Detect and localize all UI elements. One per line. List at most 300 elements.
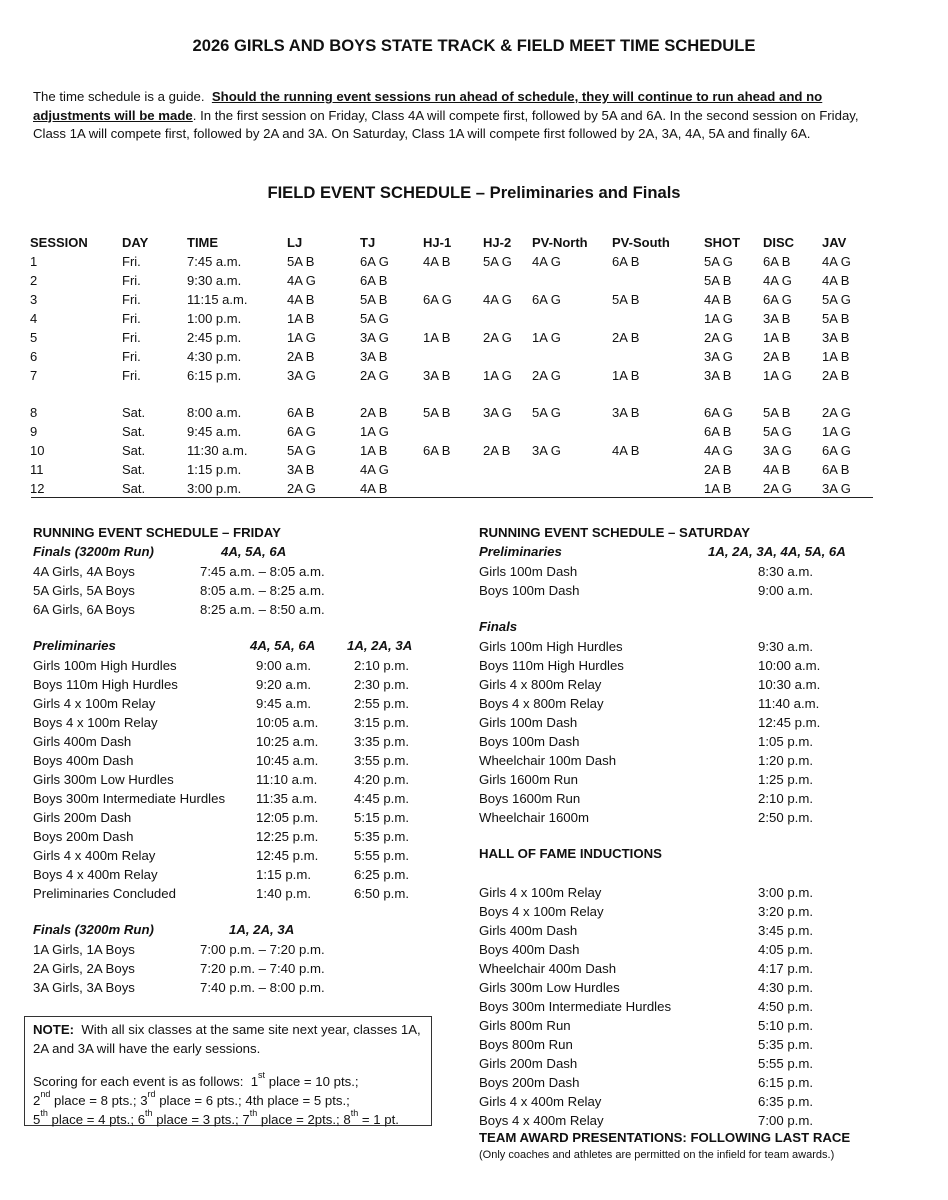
table-row bbox=[479, 1035, 858, 1054]
scoring-line-2 bbox=[33, 1091, 431, 1110]
table-cell: Girls 100m Dash bbox=[479, 715, 578, 730]
table-cell: Boys 4 x 400m Relay bbox=[479, 1113, 604, 1128]
ord-1: 1 bbox=[250, 1074, 259, 1089]
scoring-line-3 bbox=[33, 1110, 431, 1129]
table-row bbox=[30, 403, 867, 422]
ord-6: 6 bbox=[137, 1112, 146, 1127]
table-cell: 1:15 p.m. bbox=[187, 462, 242, 477]
spacer-cell bbox=[30, 385, 867, 403]
table-cell: 8 bbox=[30, 405, 38, 420]
table-cell bbox=[423, 479, 483, 498]
table-cell: 5:55 p.m. bbox=[758, 1056, 813, 1071]
table-cell bbox=[483, 309, 532, 328]
table-cell: 2A B bbox=[287, 349, 315, 364]
table-cell: 3:00 p.m. bbox=[187, 481, 242, 496]
table-cell: 8:25 a.m. – 8:50 a.m. bbox=[200, 602, 325, 617]
table-row bbox=[30, 328, 867, 347]
table-cell: Wheelchair 400m Dash bbox=[479, 961, 617, 976]
table-cell: Boys 110m High Hurdles bbox=[479, 658, 624, 673]
table-cell: 1 bbox=[30, 254, 38, 269]
table-row bbox=[479, 770, 858, 789]
table-cell: 1:20 p.m. bbox=[758, 753, 813, 768]
scoring-intro: Scoring for each event is as follows: bbox=[33, 1074, 244, 1089]
table-cell: TJ bbox=[360, 235, 376, 250]
table-cell bbox=[612, 347, 704, 366]
table-cell bbox=[532, 422, 612, 441]
field-table-rule bbox=[31, 497, 873, 498]
table-cell: 4A G bbox=[287, 273, 316, 288]
table-cell: Fri. bbox=[122, 311, 141, 326]
table-cell: HJ-2 bbox=[483, 235, 512, 250]
table-row bbox=[479, 1016, 858, 1035]
table-cell: 3 bbox=[30, 292, 38, 307]
table-row bbox=[30, 479, 867, 498]
table-cell: 4A B bbox=[612, 443, 640, 458]
table-cell: 6:50 p.m. bbox=[354, 886, 409, 901]
table-row bbox=[33, 600, 380, 619]
friday-heading: RUNNING EVENT SCHEDULE – FRIDAY bbox=[33, 525, 281, 540]
table-cell: Girls 100m High Hurdles bbox=[479, 639, 623, 654]
scoring-2nd: place = 8 pts.; bbox=[54, 1093, 137, 1108]
table-row bbox=[479, 959, 858, 978]
table-cell: 7:40 p.m. – 8:00 p.m. bbox=[200, 980, 325, 995]
saturday-prelims-table bbox=[479, 562, 858, 600]
table-cell: 6:15 p.m. bbox=[758, 1075, 813, 1090]
table-cell: 11:30 a.m. bbox=[187, 443, 248, 458]
table-cell: 4:30 p.m. bbox=[758, 980, 813, 995]
table-cell: 5A G bbox=[483, 254, 512, 269]
table-cell: 6A B bbox=[287, 405, 315, 420]
scoring-3rd-4th: place = 6 pts.; 4th place = 5 pts.; bbox=[159, 1093, 350, 1108]
table-cell: 4:17 p.m. bbox=[758, 961, 813, 976]
table-cell: 2:45 p.m. bbox=[187, 330, 242, 345]
table-row bbox=[479, 675, 858, 694]
table-row bbox=[33, 732, 434, 751]
table-cell: 1A Girls, 1A Boys bbox=[33, 942, 135, 957]
table-cell bbox=[483, 347, 532, 366]
table-cell: DISC bbox=[763, 235, 795, 250]
table-cell: 3:35 p.m. bbox=[354, 734, 409, 749]
table-cell: Boys 100m Dash bbox=[479, 583, 580, 598]
table-cell: 3A B bbox=[360, 349, 388, 364]
table-row bbox=[33, 581, 380, 600]
table-cell: 4A Girls, 4A Boys bbox=[33, 564, 135, 579]
table-cell: 3:20 p.m. bbox=[758, 904, 813, 919]
table-cell: SESSION bbox=[30, 235, 88, 250]
table-cell bbox=[612, 271, 704, 290]
table-cell: Fri. bbox=[122, 254, 141, 269]
table-cell: 4A G bbox=[360, 462, 389, 477]
table-cell bbox=[483, 422, 532, 441]
table-cell: 2A B bbox=[612, 330, 640, 345]
table-row bbox=[479, 1054, 858, 1073]
table-cell: 5A G bbox=[704, 254, 733, 269]
table-cell: Fri. bbox=[122, 273, 141, 288]
table-cell: 5A G bbox=[763, 424, 792, 439]
scoring-5th: place = 4 pts.; bbox=[51, 1112, 135, 1127]
table-cell: Boys 300m Intermediate Hurdles bbox=[479, 999, 672, 1014]
intro-paragraph bbox=[33, 88, 863, 144]
table-row bbox=[479, 562, 858, 581]
table-cell: 1:25 p.m. bbox=[758, 772, 813, 787]
table-cell: Girls 400m Dash bbox=[479, 923, 578, 938]
table-cell: Girls 1600m Run bbox=[479, 772, 578, 787]
table-cell: 6A B bbox=[704, 424, 732, 439]
table-cell: 4A B bbox=[822, 273, 850, 288]
table-cell: Boys 1600m Run bbox=[479, 791, 581, 806]
table-cell: 5:35 p.m. bbox=[758, 1037, 813, 1052]
ord-1-sup: st bbox=[258, 1070, 266, 1080]
ord-8-sup: th bbox=[350, 1108, 359, 1118]
table-cell: 1A G bbox=[360, 424, 389, 439]
table-cell: PV-North bbox=[532, 235, 588, 250]
table-cell: 10:25 a.m. bbox=[256, 734, 319, 749]
friday-finals1-classes: 4A, 5A, 6A bbox=[221, 544, 287, 559]
table-cell: PV-South bbox=[612, 235, 670, 250]
table-row bbox=[479, 997, 858, 1016]
table-cell: JAV bbox=[822, 235, 847, 250]
intro-text: The time schedule is a guide. bbox=[33, 89, 205, 104]
table-row bbox=[33, 656, 434, 675]
table-cell: 10:30 a.m. bbox=[758, 677, 821, 692]
table-row bbox=[479, 713, 858, 732]
table-cell bbox=[532, 271, 612, 290]
table-row bbox=[30, 290, 867, 309]
table-cell bbox=[423, 309, 483, 328]
table-cell: 2:50 p.m. bbox=[758, 810, 813, 825]
scoring-line-1 bbox=[33, 1072, 431, 1091]
table-row bbox=[33, 789, 434, 808]
table-cell: 5A B bbox=[704, 273, 732, 288]
friday-finals1-table bbox=[33, 562, 380, 619]
table-cell: 5:15 p.m. bbox=[354, 810, 409, 825]
table-row bbox=[479, 751, 858, 770]
table-cell: 1A B bbox=[763, 330, 791, 345]
friday-prelims-col2: 1A, 2A, 3A bbox=[347, 638, 413, 653]
table-cell: Girls 200m Dash bbox=[33, 810, 132, 825]
field-event-table bbox=[30, 233, 867, 498]
table-row bbox=[33, 808, 434, 827]
table-cell: 3:15 p.m. bbox=[354, 715, 409, 730]
table-row bbox=[30, 252, 867, 271]
table-cell: 6A B bbox=[763, 254, 791, 269]
table-cell: 4A G bbox=[763, 273, 792, 288]
table-cell: 1A B bbox=[423, 330, 451, 345]
table-cell: 7:00 p.m. – 7:20 p.m. bbox=[200, 942, 325, 957]
table-cell: Boys 200m Dash bbox=[479, 1075, 580, 1090]
table-header-row bbox=[30, 233, 867, 252]
saturday-prelims-classes: 1A, 2A, 3A, 4A, 5A, 6A bbox=[708, 544, 846, 559]
table-row bbox=[30, 366, 867, 385]
table-cell bbox=[532, 460, 612, 479]
table-cell bbox=[483, 479, 532, 498]
table-row bbox=[479, 581, 858, 600]
table-row bbox=[479, 656, 858, 675]
table-cell: 8:00 a.m. bbox=[187, 405, 242, 420]
table-cell: 6:25 p.m. bbox=[354, 867, 409, 882]
table-cell: 6A G bbox=[763, 292, 792, 307]
table-cell bbox=[612, 460, 704, 479]
table-cell: 2A G bbox=[704, 330, 733, 345]
table-cell: 12:45 p.m. bbox=[758, 715, 821, 730]
table-cell: 9:00 a.m. bbox=[256, 658, 311, 673]
table-cell: Girls 4 x 100m Relay bbox=[479, 885, 602, 900]
table-cell: 3A B bbox=[612, 405, 640, 420]
table-cell: 1:05 p.m. bbox=[758, 734, 813, 749]
table-cell: 3A B bbox=[822, 330, 850, 345]
table-cell bbox=[483, 460, 532, 479]
table-cell: 1A G bbox=[704, 311, 733, 326]
table-cell: 4:05 p.m. bbox=[758, 942, 813, 957]
table-cell: 4A G bbox=[822, 254, 851, 269]
table-cell bbox=[612, 479, 704, 498]
table-row bbox=[30, 460, 867, 479]
page-title: 2026 GIRLS AND BOYS STATE TRACK & FIELD MEET TIME SCHEDULE bbox=[192, 36, 756, 55]
table-cell: 10:05 a.m. bbox=[256, 715, 319, 730]
table-cell: 11:15 a.m. bbox=[187, 292, 248, 307]
note-label: NOTE: bbox=[33, 1022, 75, 1037]
table-row bbox=[33, 675, 434, 694]
table-cell: 8:30 a.m. bbox=[758, 564, 813, 579]
table-cell: 6:15 p.m. bbox=[187, 368, 242, 383]
ord-5: 5 bbox=[33, 1112, 41, 1127]
ord-5-sup: th bbox=[40, 1108, 48, 1118]
table-cell: Girls 4 x 100m Relay bbox=[33, 696, 156, 711]
table-cell: Boys 4 x 100m Relay bbox=[479, 904, 604, 919]
table-cell: Girls 200m Dash bbox=[479, 1056, 578, 1071]
table-cell: 6A G bbox=[822, 443, 851, 458]
table-cell: 5 bbox=[30, 330, 38, 345]
table-cell: Boys 400m Dash bbox=[33, 753, 134, 768]
saturday-finals-label: Finals bbox=[479, 619, 518, 634]
table-cell: 5A G bbox=[360, 311, 389, 326]
table-cell: Girls 300m Low Hurdles bbox=[479, 980, 620, 995]
table-cell: 2A B bbox=[483, 443, 511, 458]
table-cell: 5A G bbox=[532, 405, 561, 420]
table-cell: 4A B bbox=[763, 462, 791, 477]
table-cell: Wheelchair 1600m bbox=[479, 810, 589, 825]
table-cell: 2A B bbox=[704, 462, 732, 477]
table-cell: 3A B bbox=[704, 368, 732, 383]
table-cell: Girls 4 x 800m Relay bbox=[479, 677, 602, 692]
table-cell: 10:45 a.m. bbox=[256, 753, 319, 768]
table-cell: 5A G bbox=[822, 292, 851, 307]
ord-3-sup: rd bbox=[147, 1089, 156, 1099]
table-cell: Sat. bbox=[122, 405, 146, 420]
table-cell: 2:55 p.m. bbox=[354, 696, 409, 711]
table-cell: 11:40 a.m. bbox=[758, 696, 820, 711]
table-cell: 11:10 a.m. bbox=[256, 772, 318, 787]
table-row bbox=[30, 441, 867, 460]
table-cell: 6A G bbox=[423, 292, 452, 307]
table-cell: Girls 400m Dash bbox=[33, 734, 132, 749]
table-cell: Fri. bbox=[122, 292, 141, 307]
table-cell: 5:55 p.m. bbox=[354, 848, 409, 863]
table-cell: Boys 800m Run bbox=[479, 1037, 573, 1052]
table-row bbox=[33, 846, 434, 865]
table-cell: 6A G bbox=[360, 254, 389, 269]
table-cell: 3A G bbox=[483, 405, 512, 420]
table-row bbox=[479, 694, 858, 713]
table-cell: 6 bbox=[30, 349, 38, 364]
table-cell: 2 bbox=[30, 273, 38, 288]
table-cell: Girls 4 x 400m Relay bbox=[479, 1094, 602, 1109]
table-cell: 6A G bbox=[287, 424, 316, 439]
scoring-7th: place = 2pts.; bbox=[260, 1112, 340, 1127]
ord-3: 3 bbox=[140, 1093, 148, 1108]
table-cell bbox=[423, 347, 483, 366]
table-cell: Fri. bbox=[122, 368, 141, 383]
table-cell bbox=[423, 422, 483, 441]
table-cell: 2:30 p.m. bbox=[354, 677, 409, 692]
table-cell: 2A G bbox=[287, 481, 316, 496]
table-cell: 9 bbox=[30, 424, 38, 439]
table-cell: 5A B bbox=[423, 405, 451, 420]
table-row bbox=[479, 732, 858, 751]
table-row bbox=[33, 713, 434, 732]
table-cell: 4:20 p.m. bbox=[354, 772, 409, 787]
table-cell: SHOT bbox=[704, 235, 741, 250]
table-cell: 10 bbox=[30, 443, 45, 458]
table-row bbox=[479, 940, 858, 959]
table-cell: 6A B bbox=[360, 273, 388, 288]
table-cell: 3:00 p.m. bbox=[758, 885, 813, 900]
table-row bbox=[479, 902, 858, 921]
ord-7: 7 bbox=[242, 1112, 250, 1127]
table-cell: 2A B bbox=[763, 349, 791, 364]
saturday-prelims-label: Preliminaries bbox=[479, 544, 562, 559]
table-cell: Boys 100m Dash bbox=[479, 734, 580, 749]
team-awards-note: (Only coaches and athletes are permitted on the infield for team awards.) bbox=[479, 1149, 835, 1161]
table-cell: Boys 110m High Hurdles bbox=[33, 677, 178, 692]
table-cell: Fri. bbox=[122, 349, 141, 364]
table-cell: 5A G bbox=[287, 443, 316, 458]
table-cell: 2:10 p.m. bbox=[758, 791, 813, 806]
scoring-6th: place = 3 pts.; bbox=[156, 1112, 239, 1127]
table-cell bbox=[532, 309, 612, 328]
ord-7-sup: th bbox=[249, 1108, 258, 1118]
friday-prelims-label: Preliminaries bbox=[33, 638, 116, 653]
table-cell: 2A G bbox=[360, 368, 389, 383]
saturday-heading: RUNNING EVENT SCHEDULE – SATURDAY bbox=[479, 525, 751, 540]
table-cell: 5:10 p.m. bbox=[758, 1018, 813, 1033]
table-cell: 1:15 p.m. bbox=[256, 867, 311, 882]
table-cell: 11 bbox=[30, 462, 44, 477]
table-cell: 9:45 a.m. bbox=[187, 424, 242, 439]
table-cell: Boys 300m Intermediate Hurdles bbox=[33, 791, 226, 806]
table-cell: 5A B bbox=[822, 311, 850, 326]
ord-6-sup: th bbox=[145, 1108, 153, 1118]
table-cell: 1A B bbox=[822, 349, 850, 364]
ord-2: 2 bbox=[33, 1093, 41, 1108]
table-cell: 4A G bbox=[483, 292, 512, 307]
table-row bbox=[30, 271, 867, 290]
ord-8: 8 bbox=[343, 1112, 351, 1127]
table-cell: 4A G bbox=[532, 254, 561, 269]
table-cell: 3A G bbox=[763, 443, 792, 458]
table-cell: 8:05 a.m. – 8:25 a.m. bbox=[200, 583, 325, 598]
table-cell: 3A B bbox=[287, 462, 315, 477]
table-cell bbox=[612, 309, 704, 328]
table-cell: 2A G bbox=[532, 368, 561, 383]
table-cell: Sat. bbox=[122, 424, 146, 439]
table-cell: 9:00 a.m. bbox=[758, 583, 813, 598]
table-cell bbox=[532, 347, 612, 366]
table-row bbox=[479, 921, 858, 940]
table-cell: 4:50 p.m. bbox=[758, 999, 813, 1014]
table-cell: HJ-1 bbox=[423, 235, 452, 250]
table-cell: 1:40 p.m. bbox=[256, 886, 311, 901]
table-cell: 12:45 p.m. bbox=[256, 848, 319, 863]
table-cell: 6A B bbox=[612, 254, 640, 269]
table-cell: 3A G bbox=[287, 368, 316, 383]
table-cell: 9:30 a.m. bbox=[187, 273, 242, 288]
table-cell bbox=[612, 422, 704, 441]
table-cell: 3A G bbox=[822, 481, 851, 496]
table-row bbox=[33, 865, 434, 884]
table-cell: 7:45 a.m. bbox=[187, 254, 242, 269]
table-row bbox=[33, 940, 380, 959]
friday-finals1-label: Finals (3200m Run) bbox=[33, 544, 154, 559]
table-cell: Boys 4 x 100m Relay bbox=[33, 715, 158, 730]
table-cell: 3A B bbox=[423, 368, 451, 383]
friday-finals2-classes: 1A, 2A, 3A bbox=[229, 922, 295, 937]
table-row bbox=[479, 808, 858, 827]
table-cell: 5A B bbox=[612, 292, 640, 307]
table-cell: Boys 400m Dash bbox=[479, 942, 580, 957]
table-cell: 4:45 p.m. bbox=[354, 791, 409, 806]
friday-finals2-table bbox=[33, 940, 380, 997]
table-cell: 3:55 p.m. bbox=[354, 753, 409, 768]
saturday-later-table bbox=[479, 883, 858, 1130]
table-row bbox=[30, 422, 867, 441]
table-cell: DAY bbox=[122, 235, 149, 250]
table-cell: 2A G bbox=[763, 481, 792, 496]
hall-of-fame: HALL OF FAME INDUCTIONS bbox=[479, 846, 662, 861]
note-box bbox=[24, 1016, 432, 1126]
table-cell: 5A B bbox=[763, 405, 791, 420]
table-cell: Preliminaries Concluded bbox=[33, 886, 176, 901]
table-cell: 3A G bbox=[360, 330, 389, 345]
table-cell: 1A B bbox=[612, 368, 640, 383]
table-cell: 1:00 p.m. bbox=[187, 311, 242, 326]
table-cell: 9:20 a.m. bbox=[256, 677, 311, 692]
table-cell: 7:00 p.m. bbox=[758, 1113, 813, 1128]
table-cell: 12:05 p.m. bbox=[256, 810, 319, 825]
table-row bbox=[479, 1111, 858, 1130]
table-row bbox=[479, 978, 858, 997]
table-cell: 2:10 p.m. bbox=[354, 658, 409, 673]
table-row bbox=[33, 562, 380, 581]
table-cell: 1A G bbox=[822, 424, 851, 439]
table-row bbox=[479, 637, 858, 656]
table-cell: Girls 100m Dash bbox=[479, 564, 578, 579]
table-cell: Wheelchair 100m Dash bbox=[479, 753, 617, 768]
table-cell: 3A Girls, 3A Boys bbox=[33, 980, 135, 995]
table-row bbox=[479, 1073, 858, 1092]
table-cell: 4A B bbox=[423, 254, 451, 269]
table-cell: 3A G bbox=[532, 443, 561, 458]
note-text: With all six classes at the same site next year, classes 1A, 2A and 3A will have the early sessions. bbox=[33, 1022, 421, 1056]
table-cell: 3A G bbox=[704, 349, 733, 364]
table-cell: Boys 4 x 400m Relay bbox=[33, 867, 158, 882]
table-cell: 5A Girls, 5A Boys bbox=[33, 583, 135, 598]
table-cell: 9:45 a.m. bbox=[256, 696, 311, 711]
table-cell: 3A B bbox=[763, 311, 791, 326]
row-spacer bbox=[30, 385, 867, 403]
saturday-finals-table bbox=[479, 637, 858, 827]
table-cell: 4A B bbox=[287, 292, 315, 307]
